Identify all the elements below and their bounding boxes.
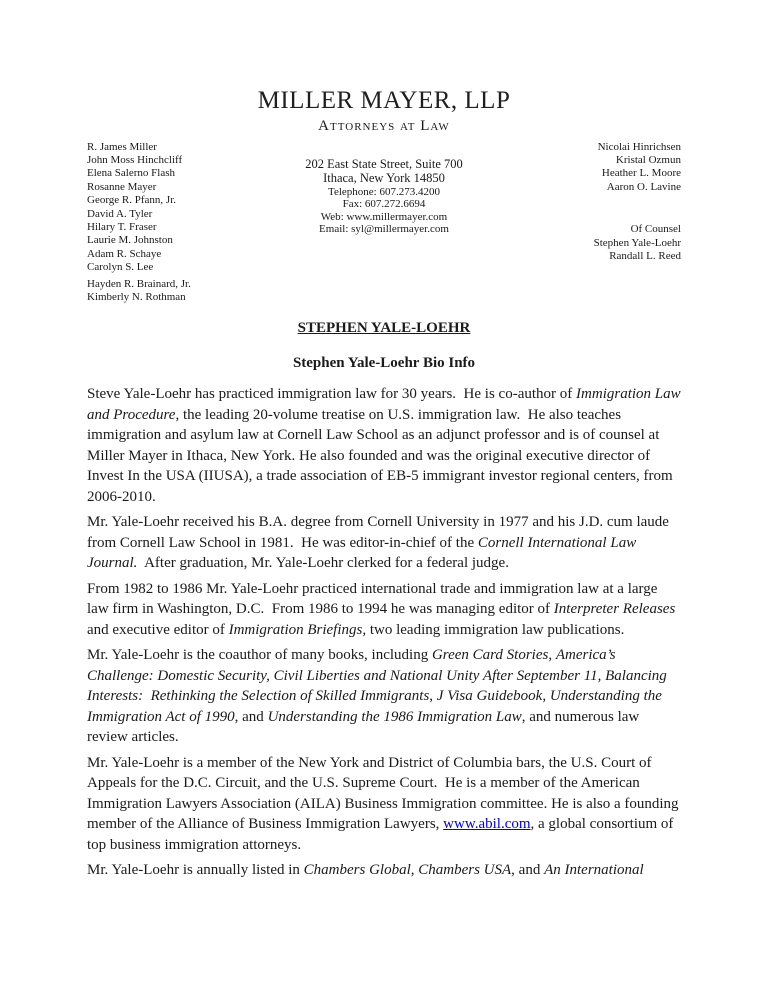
body-text: Mr. Yale-Loehr received his B.A. degree from Cornell University in 1977 and his J.D. cum laude from Cornell Law School in 1981. He was editor-in-chief of the	[87, 514, 673, 551]
body-text: , and	[234, 708, 268, 725]
address-line2: Ithaca, New York 14850	[323, 171, 445, 186]
italic-title-text: Cornell International Law Journal.	[87, 534, 640, 572]
attorney-name: Aaron O. Lavine	[606, 180, 681, 193]
attorney-name: Rosanne Mayer	[87, 180, 157, 193]
body-text: ,	[542, 688, 550, 705]
body-text: Mr. Yale-Loehr is annually listed in	[87, 862, 304, 879]
italic-title-text: Understanding the 1986 Immigration Law	[267, 708, 522, 725]
letterhead-columns	[87, 141, 681, 305]
body-text: the leading 20-volume treatise on U.S. immigration law. He also teaches immigration and asylum law at Cornell Law School as an adjunct professor and is of counsel at Miller Mayer in Ithaca, New York. He also founded and was the original executive director of Invest In the USA (IIUSA), a trade association of EB-5 immigrant investor regional centers, from 2006-2010.	[87, 406, 677, 505]
italic-title-text: Immigration Briefings,	[228, 621, 367, 638]
firm-name: MILLER MAYER, LLP	[257, 87, 511, 114]
body-text: ,	[597, 667, 606, 684]
body-text: Mr. Yale-Loehr is a member of the New York and District of Columbia bars, the U.S. Court of Appeals for the D.C. Circuit, and the U.S. Supreme Court. He is a member of the American Immigration Lawyers Association (AILA) Business Immigration committee. He is also a founding member of the Alliance of Business Immigration Lawyers,	[87, 754, 683, 833]
italic-title-text: Interpreter Releases	[553, 601, 676, 618]
attorney-name: Carolyn S. Lee	[87, 261, 154, 274]
abil-link[interactable]: www.abil.com	[443, 816, 531, 833]
italic-title-text: Balancing Interests: Rethinking the Selection of Skilled Immigrants	[87, 667, 671, 705]
attorneys-right-column	[511, 141, 681, 305]
email-line: Email: syl@millermayer.com	[319, 223, 449, 236]
body-text: , and	[511, 862, 545, 879]
italic-title-text: Understanding the Immigration Act of 1990	[87, 688, 666, 725]
contact-block	[257, 141, 511, 305]
italic-title-text: An International	[544, 862, 644, 879]
attorney-name: R. James Miller	[87, 140, 157, 153]
body-text: ,	[429, 688, 437, 705]
bio-paragraph	[87, 860, 681, 881]
document-subtitle: Stephen Yale-Loehr Bio Info	[292, 354, 476, 371]
website-line: Web: www.millermayer.com	[320, 210, 448, 223]
body-text: ,	[548, 647, 556, 664]
of-counsel-name: Randall L. Reed	[609, 249, 681, 262]
body-text: Mr. Yale-Loehr is the coauthor of many books, including	[87, 647, 432, 664]
of-counsel-spacer	[511, 194, 681, 223]
bio-paragraph	[87, 579, 681, 641]
body-text: After graduation, Mr. Yale-Loehr clerked for a federal judge.	[137, 555, 509, 572]
body-text: , a global consortium of top business immigration attorneys.	[87, 816, 678, 853]
telephone-line: Telephone: 607.273.4200	[328, 185, 440, 198]
body-text: , and numerous law review articles.	[87, 708, 643, 746]
address-line1: 202 East State Street, Suite 700	[305, 156, 463, 171]
attorneys-right-list	[511, 141, 681, 195]
bio-paragraphs	[87, 384, 685, 881]
attorney-name: Laurie M. Johnston	[87, 234, 173, 247]
attorneys-left-column	[87, 141, 257, 305]
attorney-name: Hayden R. Brainard, Jr.	[87, 277, 191, 290]
attorney-name: Kristal Ozmun	[615, 153, 681, 166]
attorney-name: David A. Tyler	[87, 207, 153, 220]
attorney-name: John Moss Hinchcliff	[87, 153, 183, 166]
of-counsel-list	[511, 237, 681, 264]
of-counsel-name: Stephen Yale-Loehr	[593, 236, 681, 249]
attorney-name: Heather L. Moore	[601, 167, 681, 180]
body-text: From 1982 to 1986 Mr. Yale-Loehr practiced international trade and immigration law at a large law firm in Washington, D.C. From 1986 to 1994 he was managing editor of	[87, 580, 662, 618]
italic-title-text: J Visa Guidebook	[436, 688, 543, 705]
fax-line: Fax: 607.272.6694	[342, 198, 426, 211]
attorney-name: Nicolai Hinrichsen	[597, 140, 681, 153]
attorney-name: Elena Salerno Flash	[87, 167, 175, 180]
bio-paragraph	[87, 512, 681, 574]
bio-paragraph	[87, 753, 681, 856]
italic-title-text: Chambers Global, Chambers USA	[303, 862, 512, 879]
attorney-name: Hilary T. Fraser	[87, 220, 157, 233]
italic-title-text: America’s Challenge: Domestic Security, Civil Liberties and National Unity After September 11	[87, 647, 620, 684]
body-text: two leading immigration law publications.	[366, 621, 625, 638]
bio-paragraph	[87, 645, 681, 748]
body-text: Steve Yale-Loehr has practiced immigration law for 30 years. He is co-author of	[87, 386, 577, 403]
attorney-name: Adam R. Schaye	[87, 247, 162, 260]
attorney-name: George R. Pfann, Jr.	[87, 194, 177, 207]
of-counsel-label: Of Counsel	[630, 223, 681, 236]
attorney-name: Kimberly N. Rothman	[87, 290, 186, 303]
italic-title-text: Green Card Stories	[431, 647, 549, 664]
body-text: and executive editor of	[87, 601, 680, 638]
firm-tagline: Attorneys at Law	[318, 117, 450, 134]
document-title: STEPHEN YALE-LOEHR	[297, 320, 471, 337]
bio-paragraph	[87, 384, 685, 507]
italic-title-text: Immigration Law and Procedure,	[87, 386, 685, 423]
